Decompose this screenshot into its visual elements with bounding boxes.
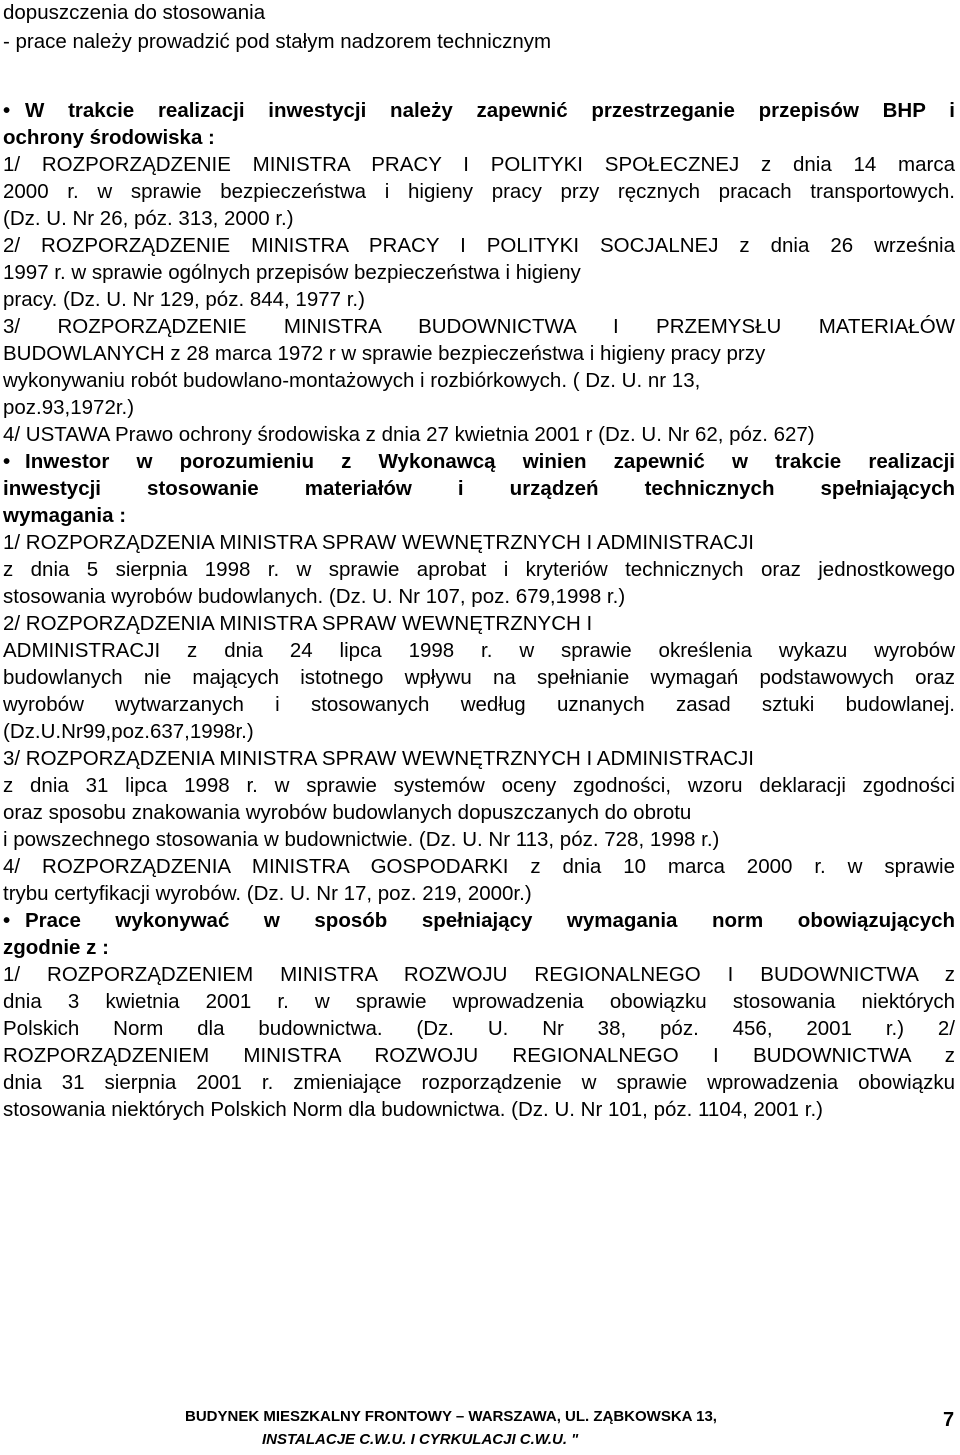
text-line: 2/ ROZPORZĄDZENIA MINISTRA SPRAW WEWNĘTRZNYCH I [3,612,593,635]
text-line: 1/ ROZPORZĄDZENIE MINISTRA PRACY I POLITYKI SPOŁECZNEJ z dnia 14 marca [3,153,955,176]
text-line: trybu certyfikacji wyrobów. (Dz. U. Nr 17, poz. 219, 2000r.) [3,882,532,905]
page-number: 7 [943,1409,955,1431]
text-line: dnia 3 kwietnia 2001 r. w sprawie wprowadzenia obowiązku stosowania niektórych [3,990,955,1013]
text-line: wymagania : [3,504,127,527]
footer-installations: INSTALACJE C.W.U. I CYRKULACJI C.W.U. " [262,1431,579,1448]
text-line: z dnia 31 lipca 1998 r. w sprawie systemów oceny zgodności, wzoru deklaracji zgodności [3,774,955,797]
footer-project-name: BUDYNEK MIESZKALNY FRONTOWY – WARSZAWA, UL. ZĄBKOWSKA 13, [185,1408,717,1425]
text-line: 3/ ROZPORZĄDZENIE MINISTRA BUDOWNICTWA I PRZEMYSŁU MATERIAŁÓW [3,315,955,338]
text-line: ADMINISTRACJI z dnia 24 lipca 1998 r. w sprawie określenia wykazu wyrobów [3,639,955,662]
text-line: 4/ ROZPORZĄDZENIA MINISTRA GOSPODARKI z dnia 10 marca 2000 r. w sprawie [3,855,955,878]
text-line: 1997 r. w sprawie ogólnych przepisów bezpieczeństwa i higieny [3,261,581,284]
text-line: Polskich Norm dla budownictwa. (Dz. U. Nr 38, póz. 456, 2001 r.) 2/ [3,1017,955,1040]
text-line: dopuszczenia do stosowania [3,1,266,24]
text-line: stosowania wyrobów budowlanych. (Dz. U. Nr 107, poz. 679,1998 r.) [3,585,626,608]
bullet-heading-prace: • Prace wykonywać w sposób spełniający wymagania norm obowiązujących [3,909,955,932]
text-line: wyrobów wytwarzanych i stosowanych według uznanych zasad sztuki budowlanej. [3,693,955,716]
text-line: stosowania niektórych Polskich Norm dla budownictwa. (Dz. U. Nr 101, póz. 1104, 2001 r.) [3,1098,823,1121]
text-line: - prace należy prowadzić pod stałym nadzorem technicznym [3,30,552,53]
text-line: ROZPORZĄDZENIEM MINISTRA ROZWOJU REGIONALNEGO I BUDOWNICTWA z [3,1044,955,1067]
text-line: budowlanych nie mających istotnego wpływu na spełnianie wymagań podstawowych oraz [3,666,955,689]
text-line: 2/ ROZPORZĄDZENIE MINISTRA PRACY I POLITYKI SOCJALNEJ z dnia 26 września [3,234,955,257]
text-line: 2000 r. w sprawie bezpieczeństwa i higieny pracy przy ręcznych pracach transportowych. [3,180,955,203]
text-line: oraz sposobu znakowania wyrobów budowlanych dopuszczanych do obrotu [3,801,692,824]
bullet-heading-inwestor: • Inwestor w porozumieniu z Wykonawcą winien zapewnić w trakcie realizacji [3,450,955,473]
bullet-icon: • [3,909,11,932]
text-line: 3/ ROZPORZĄDZENIA MINISTRA SPRAW WEWNĘTRZNYCH I ADMINISTRACJI [3,747,754,770]
text-line: ochrony środowiska : [3,126,215,149]
text-line: dnia 31 sierpnia 2001 r. zmieniające rozporządzenie w sprawie wprowadzenia obowiązku [3,1071,955,1094]
text-line: (Dz. U. Nr 26, póz. 313, 2000 r.) [3,207,294,230]
footer-title [185,1408,717,1426]
text-line: poz.93,1972r.) [3,396,135,419]
bullet-icon: • [3,450,11,473]
text-line: BUDOWLANYCH z 28 marca 1972 r w sprawie bezpieczeństwa i higieny pracy przy [3,342,766,365]
text-line: zgodnie z : [3,936,109,959]
text-line: 1/ ROZPORZĄDZENIEM MINISTRA ROZWOJU REGIONALNEGO I BUDOWNICTWA z [3,963,955,986]
text-line: (Dz.U.Nr99,poz.637,1998r.) [3,720,254,743]
bullet-heading-bhp: • W trakcie realizacji inwestycji należy zapewnić przestrzeganie przepisów BHP i [3,99,955,122]
text-line: 1/ ROZPORZĄDZENIA MINISTRA SPRAW WEWNĘTRZNYCH I ADMINISTRACJI [3,531,754,554]
text-line: pracy. (Dz. U. Nr 129, póz. 844, 1977 r.) [3,288,365,311]
text-line: wykonywaniu robót budowlano-montażowych i rozbiórkowych. ( Dz. U. nr 13, [3,369,701,392]
footer-subtitle [262,1431,578,1449]
text-line: i powszechnego stosowania w budownictwie. (Dz. U. Nr 113, póz. 728, 1998 r.) [3,828,720,851]
bullet-icon: • [3,99,11,122]
text-line: z dnia 5 sierpnia 1998 r. w sprawie aprobat i kryteriów technicznych oraz jednostkowego [3,558,955,581]
text-line: inwestycji stosowanie materiałów i urządzeń technicznych spełniających [3,477,955,500]
text-line: 4/ USTAWA Prawo ochrony środowiska z dnia 27 kwietnia 2001 r (Dz. U. Nr 62, póz. 627) [3,423,815,446]
